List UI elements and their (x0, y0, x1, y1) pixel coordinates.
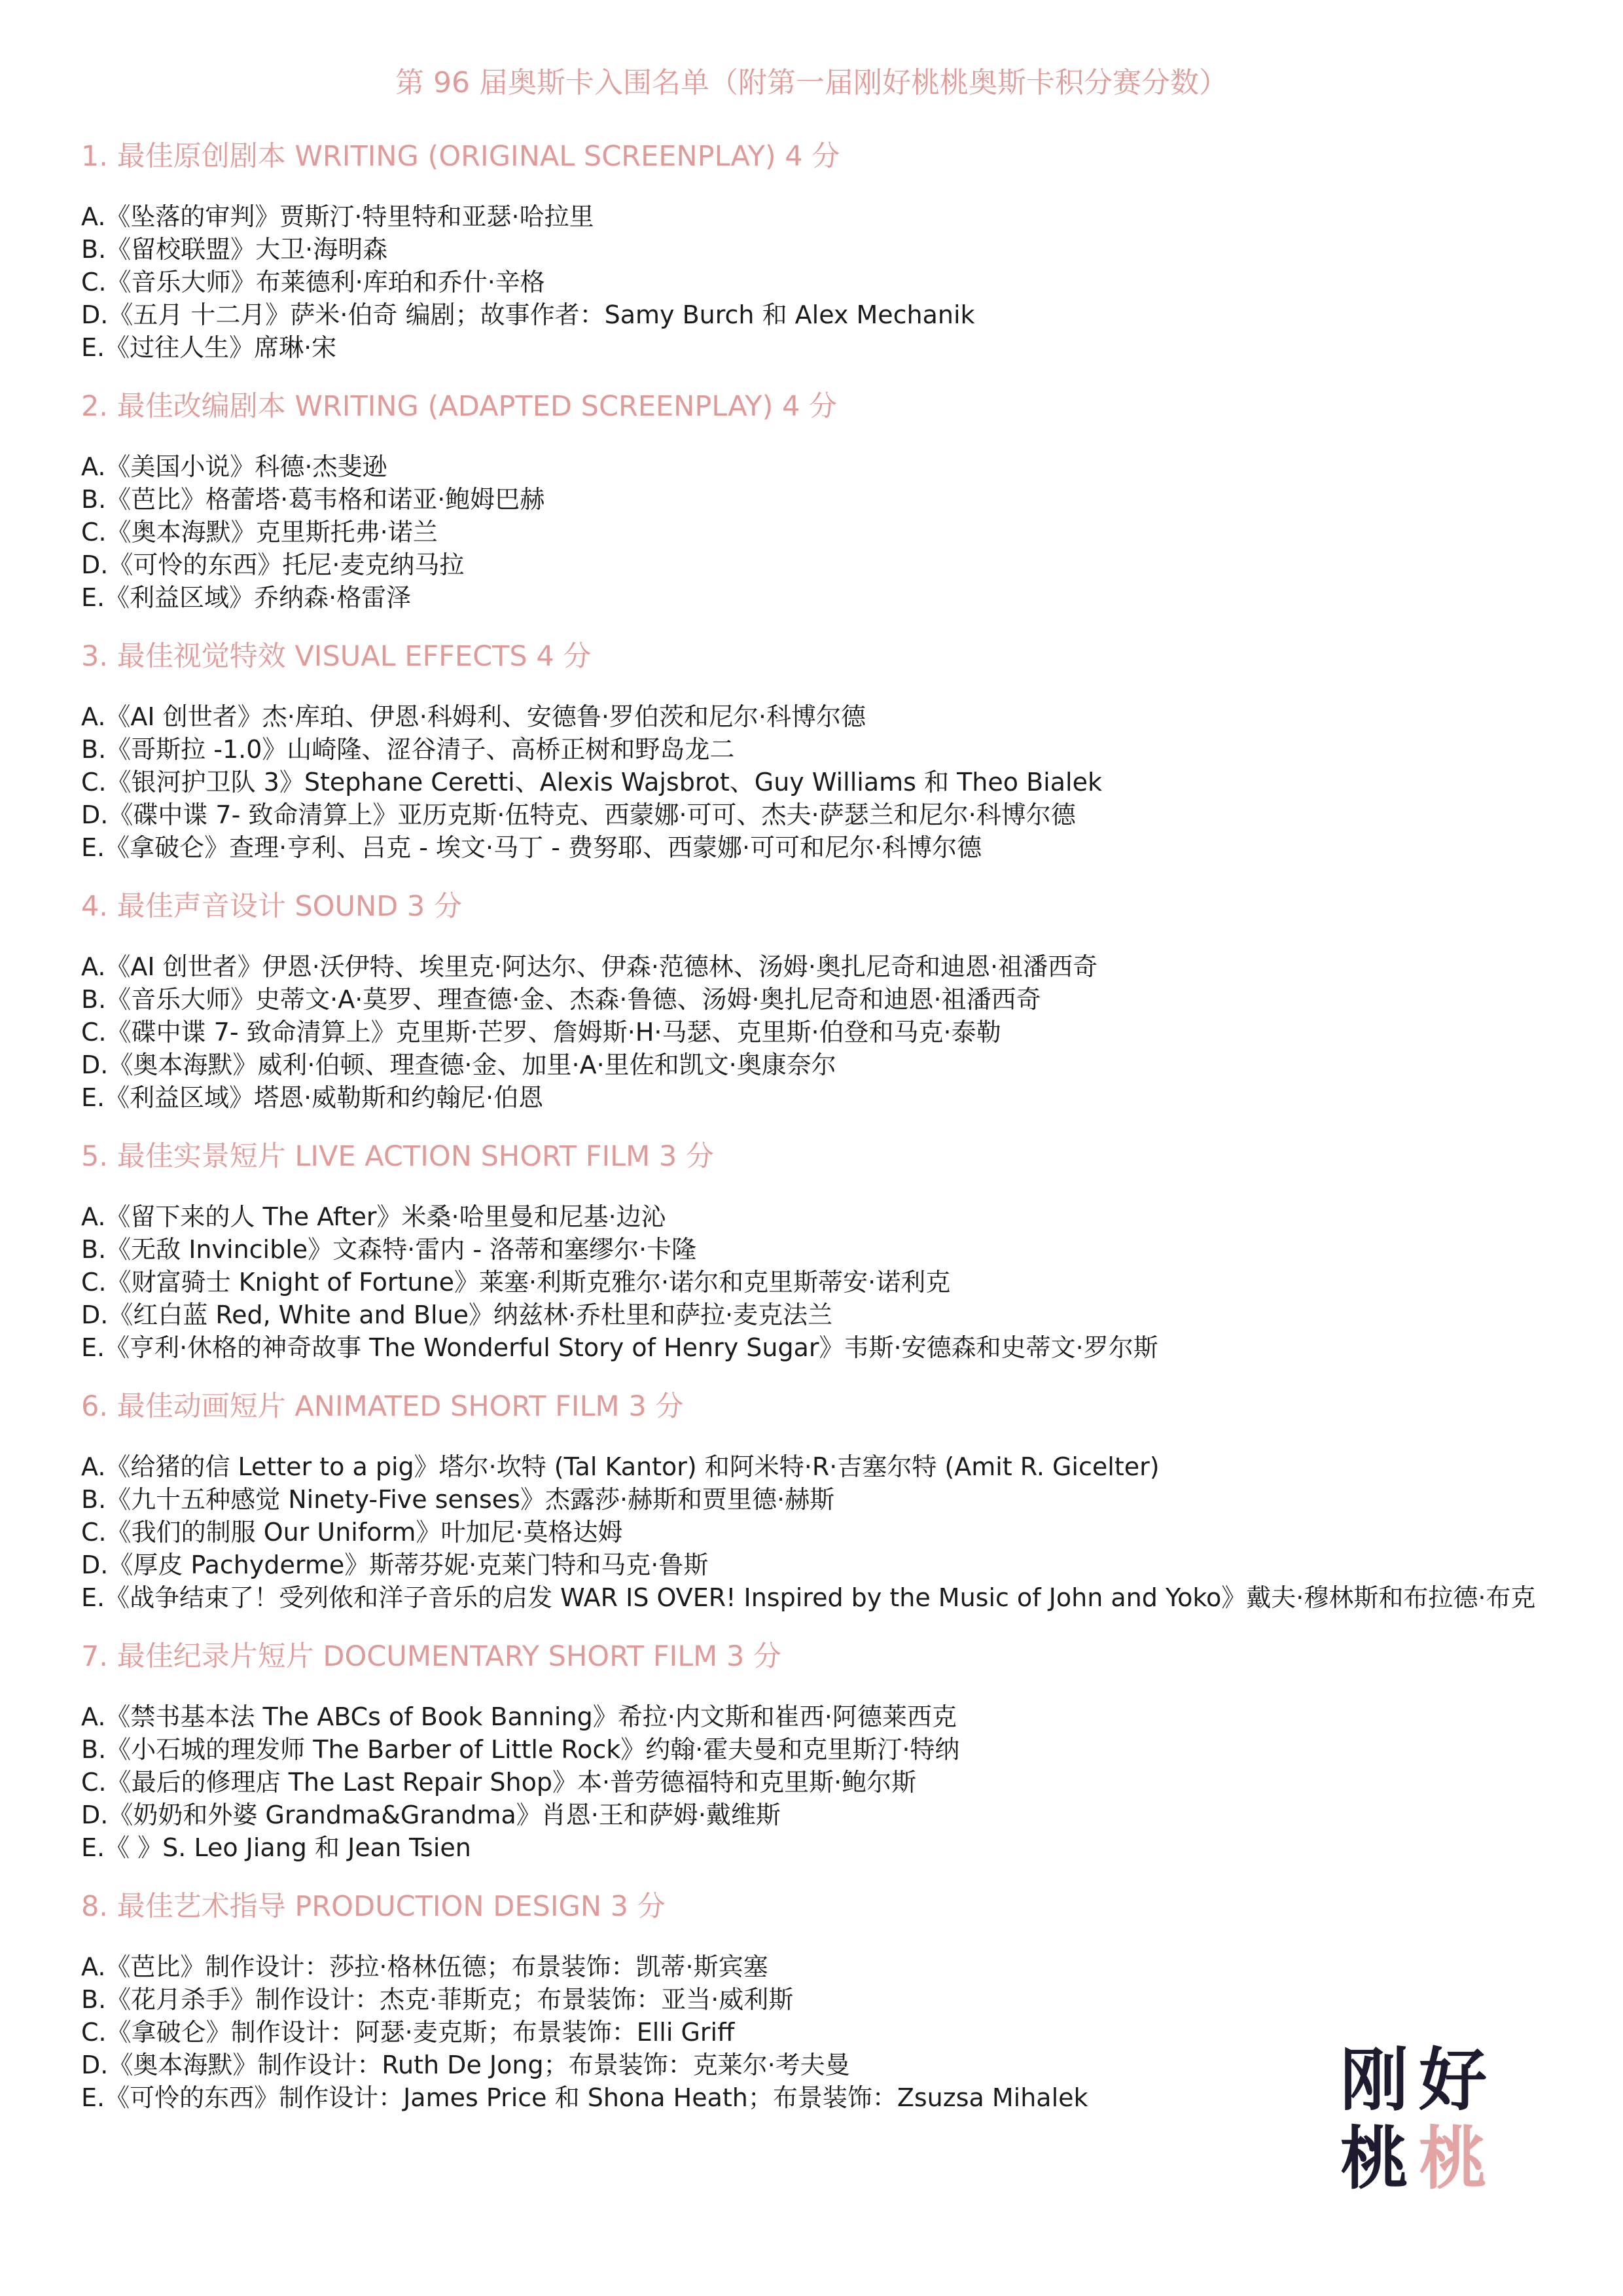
nominee-entry: C.《银河护卫队 3》Stephane Ceretti、Alexis Wajsbrot、Guy Williams 和 Theo Bialek (81, 768, 1102, 797)
nominee-list (81, 1450, 1599, 1614)
nominee-list (81, 950, 1599, 1114)
section-sound (81, 884, 1599, 1114)
section-original-screenplay (81, 134, 1599, 364)
section-heading: 3. 最佳视觉特效 VISUAL EFFECTS 4 分 (81, 640, 592, 673)
nominee-entry: E.《可怜的东西》制作设计：James Price 和 Shona Heath；布景装饰：Zsuzsa Mihalek (81, 2083, 1088, 2112)
nominee-entry: C.《最后的修理店 The Last Repair Shop》本·普劳德福特和克里斯·鲍尔斯 (81, 1768, 917, 1797)
nominee-entry: E.《亨利·休格的神奇故事 The Wonderful Story of Henry Sugar》韦斯·安德森和史蒂文·罗尔斯 (81, 1333, 1158, 1362)
nominee-entry: B.《哥斯拉 -1.0》山崎隆、涩谷清子、高桥正树和野岛龙二 (81, 735, 735, 764)
nominee-entry: D.《奥本海默》威利·伯顿、理查德·金、加里·A·里佐和凯文·奥康奈尔 (81, 1050, 836, 1079)
sections-container (81, 134, 1599, 2134)
section-animated-short (81, 1384, 1599, 1614)
nominee-entry: B.《九十五种感觉 Ninety-Five senses》杰露莎·赫斯和贾里德·赫斯 (81, 1485, 835, 1514)
nominee-entry: A.《芭比》制作设计：莎拉·格林伍德；布景装饰：凯蒂·斯宾塞 (81, 1952, 768, 1981)
nominee-entry: D.《碟中谍 7- 致命清算上》亚历克斯·伍特克、西蒙娜·可可、杰夫·萨瑟兰和尼尔·科博尔德 (81, 800, 1076, 829)
nominee-entry: B.《芭比》格蕾塔·葛韦格和诺亚·鲍姆巴赫 (81, 485, 545, 514)
section-heading: 2. 最佳改编剧本 WRITING (ADAPTED SCREENPLAY) 4 分 (81, 390, 838, 423)
nominee-entry: D.《红白蓝 Red, White and Blue》纳兹林·乔杜里和萨拉·麦克法兰 (81, 1300, 833, 1329)
nominee-entry: B.《无敌 Invincible》文森特·雷内 - 洛蒂和塞缪尔·卡隆 (81, 1235, 697, 1264)
nominee-entry: D.《可怜的东西》托尼·麦克纳马拉 (81, 550, 465, 579)
nominee-entry: A.《坠落的审判》贾斯汀·特里特和亚瑟·哈拉里 (81, 202, 594, 231)
logo-char: 刚 (1340, 2039, 1408, 2120)
nominee-entry: B.《花月杀手》制作设计：杰克·菲斯克；布景装饰：亚当·威利斯 (81, 1985, 794, 2014)
nominee-entry: A.《给猪的信 Letter to a pig》塔尔·坎特 (Tal Kantor) 和阿米特·R·吉塞尔特 (Amit R. Gicelter) (81, 1452, 1160, 1481)
nominee-list (81, 1700, 1599, 1864)
nominee-entry: C.《财富骑士 Knight of Fortune》莱塞·利斯克雅尔·诺尔和克里斯蒂安·诺利克 (81, 1268, 951, 1297)
section-documentary-short (81, 1634, 1599, 1864)
nominee-entry: B.《音乐大师》史蒂文·A·莫罗、理查德·金、杰森·鲁德、汤姆·奥扎尼奇和迪恩·祖潘西奇 (81, 985, 1041, 1014)
document-title: 第 96 届奥斯卡入围名单（附第一届刚好桃桃奥斯卡积分赛分数） (395, 66, 1228, 99)
nominee-list (81, 200, 1599, 364)
nominee-entry: E.《战争结束了！受列侬和洋子音乐的启发 WAR IS OVER! Inspired by the Music of John and Yoko》戴夫·穆林斯和布拉德·布克 (81, 1583, 1536, 1612)
section-heading: 5. 最佳实景短片 LIVE ACTION SHORT FILM 3 分 (81, 1140, 714, 1173)
nominee-entry: A.《留下来的人 The After》米桑·哈里曼和尼基·边沁 (81, 1202, 666, 1231)
nominee-entry: E.《 》S. Leo Jiang 和 Jean Tsien (81, 1833, 471, 1862)
brand-logo (1335, 2041, 1492, 2198)
nominee-list (81, 450, 1599, 614)
nominee-list (81, 1200, 1599, 1364)
nominee-entry: E.《利益区域》塔恩·威勒斯和约翰尼·伯恩 (81, 1083, 544, 1112)
section-visual-effects (81, 634, 1599, 864)
nominee-entry: E.《过往人生》席琳·宋 (81, 333, 337, 362)
nominee-entry: D.《五月 十二月》萨米·伯奇 编剧；故事作者：Samy Burch 和 Alex Mechanik (81, 300, 975, 329)
section-live-action-short (81, 1134, 1599, 1364)
section-heading: 6. 最佳动画短片 ANIMATED SHORT FILM 3 分 (81, 1390, 684, 1423)
section-heading: 4. 最佳声音设计 SOUND 3 分 (81, 890, 462, 923)
nominee-entry: C.《拿破仑》制作设计：阿瑟·麦克斯；布景装饰：Elli Griff (81, 2018, 735, 2047)
nominee-entry: E.《拿破仑》查理·亨利、吕克 - 埃文·马丁 - 费努耶、西蒙娜·可可和尼尔·科博尔德 (81, 833, 982, 862)
nominee-entry: A.《AI 创世者》杰·库珀、伊恩·科姆利、安德鲁·罗伯茨和尼尔·科博尔德 (81, 702, 866, 731)
nominee-entry: D.《奶奶和外婆 Grandma&Grandma》肖恩·王和萨姆·戴维斯 (81, 1801, 781, 1829)
section-heading: 1. 最佳原创剧本 WRITING (ORIGINAL SCREENPLAY) 4 分 (81, 140, 840, 173)
nominee-list (81, 700, 1599, 864)
nominee-entry: C.《碟中谍 7- 致命清算上》克里斯·芒罗、詹姆斯·H·马瑟、克里斯·伯登和马克·泰勒 (81, 1018, 1001, 1047)
logo-char: 桃 (1340, 2118, 1408, 2198)
nominee-entry: E.《利益区域》乔纳森·格雷泽 (81, 583, 412, 612)
nominee-entry: B.《留校联盟》大卫·海明森 (81, 235, 388, 264)
nominee-entry: C.《奥本海默》克里斯托弗·诺兰 (81, 518, 438, 547)
nominee-entry: D.《奥本海默》制作设计：Ruth De Jong；布景装饰：克莱尔·考夫曼 (81, 2051, 850, 2079)
nominee-entry: A.《禁书基本法 The ABCs of Book Banning》希拉·内文斯和崔西·阿德莱西克 (81, 1702, 957, 1731)
nominee-entry: A.《美国小说》科德·杰斐逊 (81, 452, 387, 481)
section-adapted-screenplay (81, 384, 1599, 614)
nominee-entry: B.《小石城的理发师 The Barber of Little Rock》约翰·霍夫曼和克里斯汀·特纳 (81, 1735, 960, 1764)
section-heading: 7. 最佳纪录片短片 DOCUMENTARY SHORT FILM 3 分 (81, 1640, 781, 1673)
section-heading: 8. 最佳艺术指导 PRODUCTION DESIGN 3 分 (81, 1890, 666, 1923)
nominee-entry: D.《厚皮 Pachyderme》斯蒂芬妮·克莱门特和马克·鲁斯 (81, 1551, 709, 1579)
nominee-entry: A.《AI 创世者》伊恩·沃伊特、埃里克·阿达尔、伊森·范德林、汤姆·奥扎尼奇和迪恩·祖潘西奇 (81, 952, 1098, 981)
nominee-entry: C.《我们的制服 Our Uniform》叶加尼·莫格达姆 (81, 1518, 623, 1547)
logo-char: 桃 (1418, 2118, 1487, 2198)
logo-char: 好 (1418, 2039, 1487, 2120)
nominee-entry: C.《音乐大师》布莱德利·库珀和乔什·辛格 (81, 268, 545, 296)
